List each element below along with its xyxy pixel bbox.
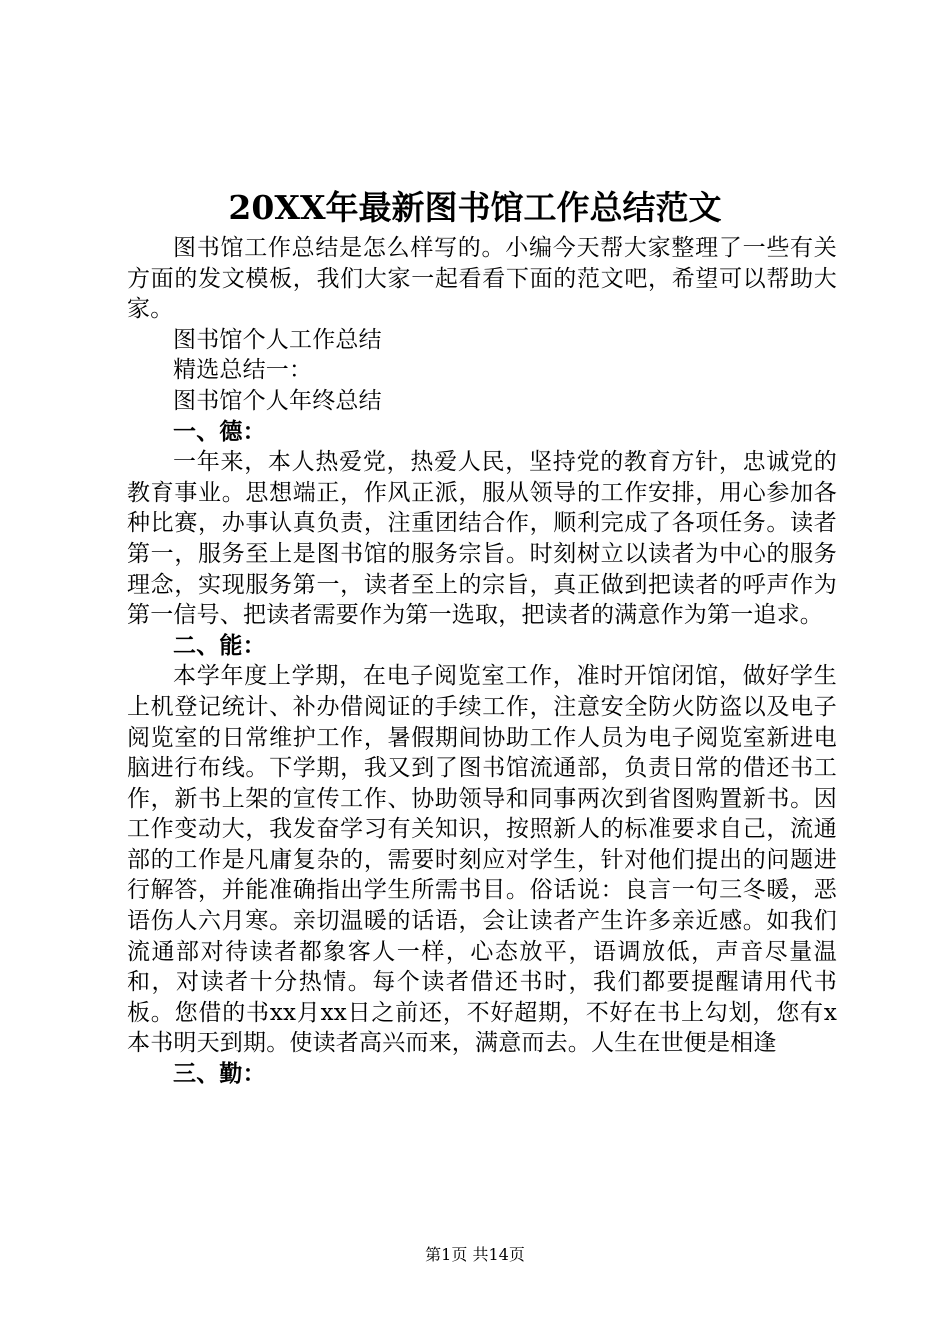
page-total: 共14页 (472, 1245, 525, 1264)
body-paragraph: 一年来，本人热爱党，热爱人民，坚持党的教育方针，忠诚党的教育事业。思想端正，作风正派，服从领导的工作安排，用心参加各种比赛，办事认真负责，注重团结合作，顺利完成了各项任务。读者第一，服务至上是图书馆的服务宗旨。时刻树立以读者为中心的服务理念，实现服务第一，读者至上的宗旨，真正做到把读者的呼声作为第一信号、把读者需要作为第一选取，把读者的满意作为第一追求。 (127, 449, 837, 629)
page-number: 第1页 (425, 1245, 468, 1264)
document-body (127, 233, 837, 1090)
document-title: 20XX年最新图书馆工作总结范文 (228, 188, 722, 227)
section-label: 精选总结一： (173, 357, 313, 384)
section-label: 图书馆个人工作总结 (173, 326, 382, 353)
body-paragraph: 本学年度上学期，在电子阅览室工作，准时开馆闭馆，做好学生上机登记统计、补办借阅证的手续工作，注意安全防火防盗以及电子阅览室的日常维护工作，暑假期间协助工作人员为电子阅览室新进电脑进行布线。下学期，我又到了图书馆流通部，负责日常的借还书工作，新书上架的宣传工作、协助领导和同事两次到省图购置新书。因工作变动大，我发奋学习有关知识，按照新人的标准要求自己，流通部的工作是凡庸复杂的，需要时刻应对学生，针对他们提出的问题进行解答，并能准确指出学生所需书目。俗话说：良言一句三冬暖，恶语伤人六月寒。亲切温暖的话语，会让读者产生许多亲近感。如我们流通部对待读者都象客人一样，心态放平，语调放低，声音尽量温和，对读者十分热情。每个读者借还书时，我们都要提醒请用代书板。您借的书xx月xx日之前还，不好超期，不好在书上勾划，您有x本书明天到期。使读者高兴而来，满意而去。人生在世便是相逢 (127, 663, 837, 1057)
intro-paragraph: 图书馆工作总结是怎么样写的。小编今天帮大家整理了一些有关方面的发文模板，我们大家一起看看下面的范文吧，希望可以帮助大家。 (127, 235, 837, 323)
section-heading-neng: 二、能： (173, 631, 266, 659)
section-label: 图书馆个人年终总结 (173, 387, 382, 414)
page-footer (0, 1243, 950, 1267)
section-heading-qin: 三、勤： (173, 1060, 266, 1088)
section-heading-de: 一、德： (173, 417, 266, 445)
